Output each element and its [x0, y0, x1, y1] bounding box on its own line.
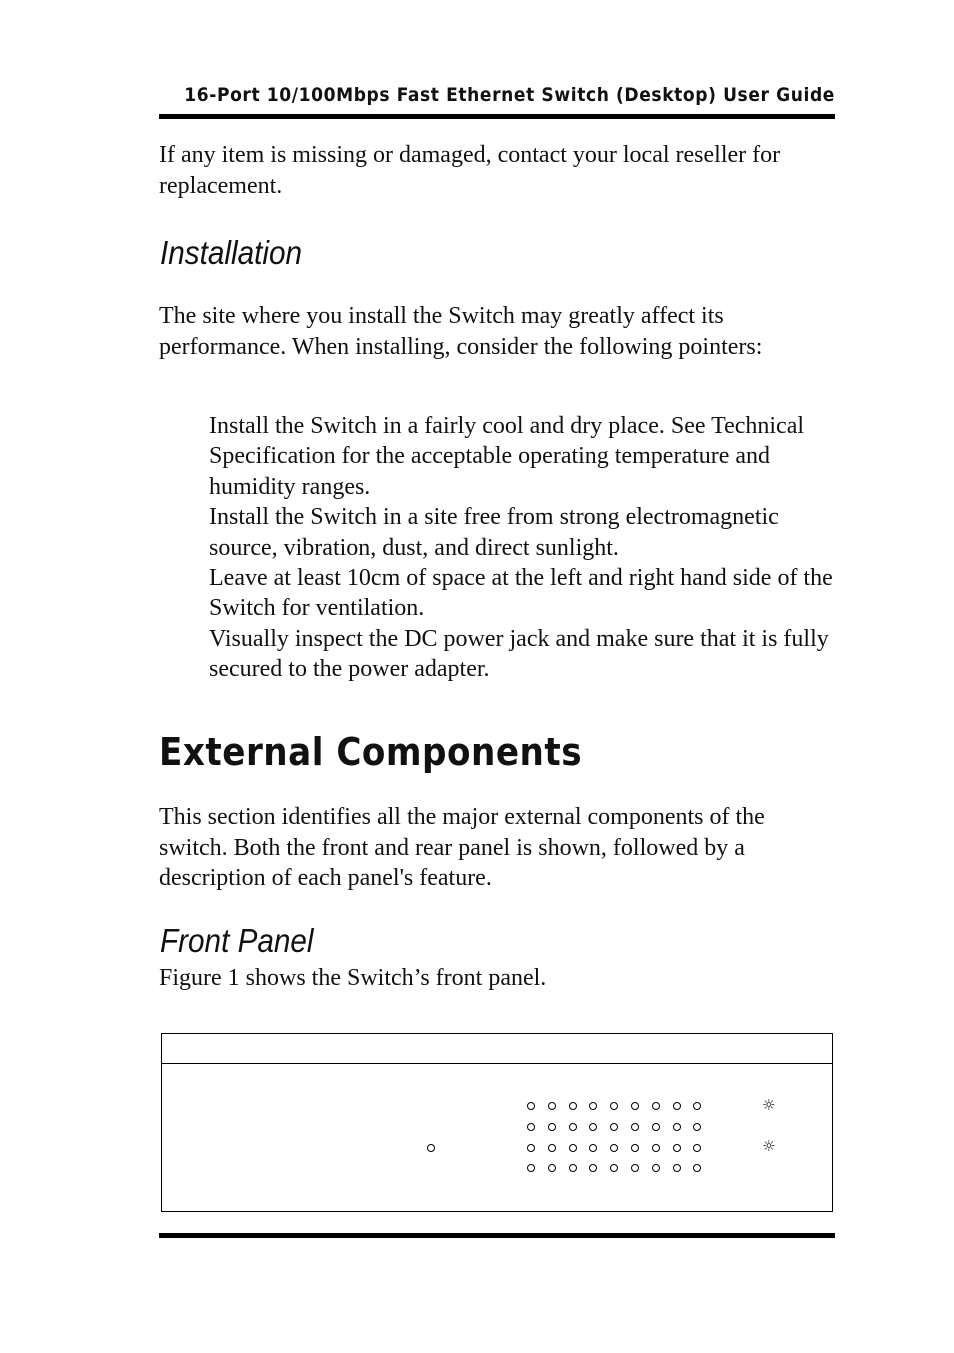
- port-led-indicator: [527, 1164, 535, 1172]
- port-led-indicator: [569, 1144, 577, 1152]
- port-led-indicator: [631, 1144, 639, 1152]
- port-led-indicator: [548, 1123, 556, 1131]
- port-led-indicator: [631, 1123, 639, 1131]
- port-led-indicator: [610, 1144, 618, 1152]
- port-led-indicator: [569, 1102, 577, 1110]
- pointer-item: Install the Switch in a site free from strong electromagnetic source, vibration, dust, and direct sunlight.: [209, 504, 779, 561]
- port-led-indicator: [589, 1123, 597, 1131]
- port-led-indicator: [569, 1123, 577, 1131]
- port-led-indicator: [693, 1164, 701, 1172]
- power-led-indicator: [427, 1144, 435, 1152]
- front-panel-figure: [161, 1033, 833, 1212]
- pointer-item: Leave at least 10cm of space at the left and right hand side of the Switch for ventilation.: [209, 565, 833, 622]
- port-led-indicator: [652, 1102, 660, 1110]
- sun-icon: ☼: [762, 1096, 776, 1114]
- port-led-indicator: [610, 1164, 618, 1172]
- port-led-indicator: [673, 1164, 681, 1172]
- port-led-indicator: [527, 1102, 535, 1110]
- port-led-indicator: [527, 1144, 535, 1152]
- port-led-indicator: [673, 1123, 681, 1131]
- footer-rule: [159, 1233, 835, 1238]
- port-led-indicator: [673, 1102, 681, 1110]
- running-header-title: 16-Port 10/100Mbps Fast Ethernet Switch (Desktop) User Guide: [184, 84, 835, 106]
- port-led-indicator: [548, 1102, 556, 1110]
- header-rule: [159, 114, 835, 119]
- port-led-indicator: [527, 1123, 535, 1131]
- port-led-indicator: [652, 1123, 660, 1131]
- intro-paragraph: If any item is missing or damaged, contact your local reseller for replacement.: [159, 142, 781, 199]
- port-led-indicator: [693, 1144, 701, 1152]
- panel-top-strip: [162, 1034, 832, 1064]
- port-led-indicator: [548, 1144, 556, 1152]
- sun-icon: ☼: [762, 1137, 776, 1155]
- port-led-indicator: [569, 1164, 577, 1172]
- port-led-indicator: [589, 1144, 597, 1152]
- port-led-indicator: [652, 1164, 660, 1172]
- port-led-indicator: [652, 1144, 660, 1152]
- external-components-paragraph: This section identifies all the major external components of the switch. Both the front and rear panel is shown, followed by a description of each panel's feature.: [159, 804, 765, 891]
- pointer-item: Install the Switch in a fairly cool and dry place. See Technical Specification for the acceptable operating temperature and humidity ranges.: [209, 413, 805, 500]
- installation-paragraph: The site where you install the Switch may greatly affect its performance. When installing, consider the following pointers:: [159, 303, 763, 360]
- port-led-indicator: [693, 1102, 701, 1110]
- port-led-indicator: [631, 1102, 639, 1110]
- port-led-indicator: [673, 1144, 681, 1152]
- external-components-heading: External Components: [159, 730, 583, 774]
- port-led-indicator: [693, 1123, 701, 1131]
- front-panel-heading: Front Panel: [160, 922, 314, 959]
- pointer-item: Visually inspect the DC power jack and make sure that it is fully secured to the power adapter.: [209, 625, 829, 683]
- port-led-indicator: [548, 1164, 556, 1172]
- front-panel-caption: Figure 1 shows the Switch’s front panel.: [159, 965, 547, 991]
- port-led-indicator: [610, 1102, 618, 1110]
- port-led-indicator: [631, 1164, 639, 1172]
- port-led-indicator: [610, 1123, 618, 1131]
- port-led-indicator: [589, 1164, 597, 1172]
- port-led-indicator: [589, 1102, 597, 1110]
- installation-pointers: [209, 411, 834, 685]
- installation-heading: Installation: [160, 234, 302, 271]
